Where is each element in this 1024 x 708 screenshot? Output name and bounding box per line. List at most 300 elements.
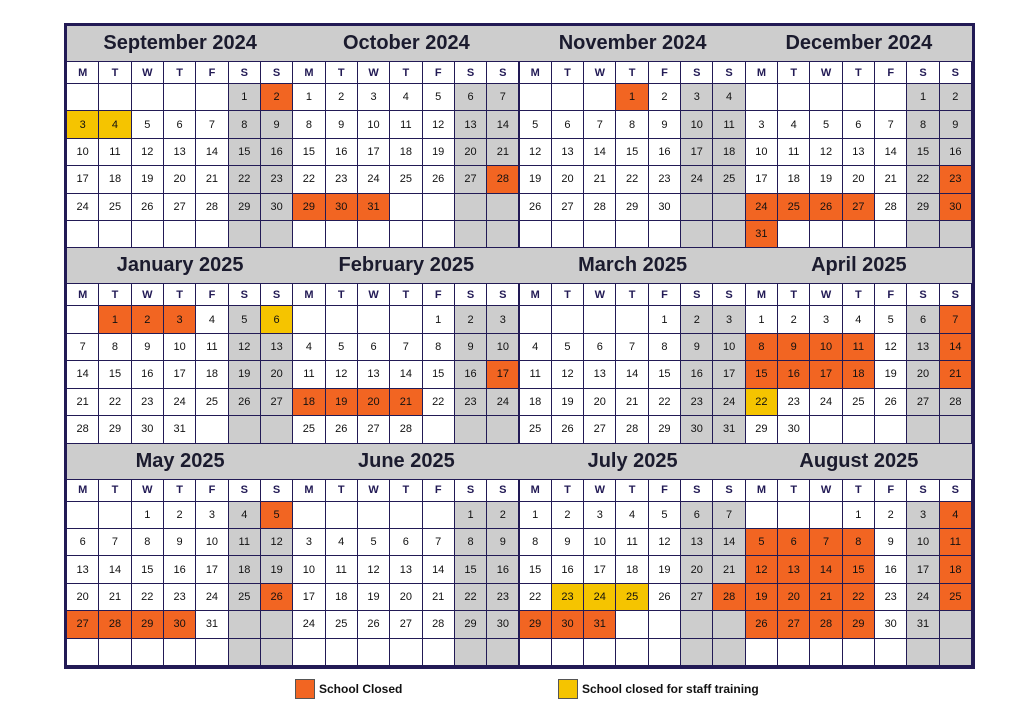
day-cell: 27 — [390, 611, 422, 638]
day-cell: 29 — [746, 416, 778, 443]
empty-cell — [455, 194, 487, 221]
day-cell: 1 — [132, 502, 164, 529]
weekday-header: S — [261, 480, 293, 502]
day-cell: 12 — [746, 556, 778, 583]
day-cell: 9 — [455, 334, 487, 361]
day-cell: 24 — [746, 194, 778, 221]
day-cell: 13 — [778, 556, 810, 583]
day-cell: 30 — [164, 611, 196, 638]
empty-cell — [229, 639, 261, 666]
empty-cell — [358, 502, 390, 529]
day-cell: 9 — [875, 529, 907, 556]
weekday-header: F — [196, 62, 228, 84]
weekday-header: M — [293, 284, 325, 306]
weekday-header: T — [778, 62, 810, 84]
empty-cell — [940, 416, 972, 443]
day-cell: 31 — [746, 221, 778, 248]
weekday-header: S — [261, 62, 293, 84]
day-cell: 20 — [455, 139, 487, 166]
day-cell: 16 — [455, 361, 487, 388]
day-cell: 25 — [99, 194, 131, 221]
empty-cell — [875, 84, 907, 111]
day-cell: 23 — [875, 584, 907, 611]
empty-cell — [746, 639, 778, 666]
empty-cell — [390, 194, 422, 221]
day-cell: 4 — [778, 111, 810, 138]
empty-cell — [940, 639, 972, 666]
day-cell: 8 — [649, 334, 681, 361]
weekday-header: T — [390, 62, 422, 84]
day-cell: 23 — [326, 166, 358, 193]
day-cell: 20 — [67, 584, 99, 611]
weekday-header: F — [875, 480, 907, 502]
day-cell: 8 — [229, 111, 261, 138]
day-cell: 30 — [875, 611, 907, 638]
weekday-header: W — [810, 62, 842, 84]
empty-cell — [326, 639, 358, 666]
day-cell: 18 — [940, 556, 972, 583]
day-cell: 27 — [67, 611, 99, 638]
month-block — [746, 26, 972, 248]
day-cell: 22 — [132, 584, 164, 611]
day-cell: 11 — [940, 529, 972, 556]
day-cell: 9 — [552, 529, 584, 556]
day-cell: 4 — [843, 306, 875, 333]
empty-cell — [164, 221, 196, 248]
day-cell: 15 — [616, 139, 648, 166]
empty-cell — [681, 611, 713, 638]
day-cell: 26 — [649, 584, 681, 611]
empty-cell — [810, 502, 842, 529]
day-cell: 28 — [940, 389, 972, 416]
day-cell: 8 — [520, 529, 552, 556]
empty-cell — [552, 639, 584, 666]
weekday-header: T — [552, 480, 584, 502]
weekday-header: T — [326, 480, 358, 502]
day-cell: 12 — [261, 529, 293, 556]
month-title: September 2024 — [67, 26, 293, 62]
day-cell: 21 — [99, 584, 131, 611]
empty-cell — [778, 502, 810, 529]
day-cell: 29 — [843, 611, 875, 638]
day-cell: 6 — [455, 84, 487, 111]
day-cell: 1 — [649, 306, 681, 333]
day-cell: 27 — [681, 584, 713, 611]
empty-cell — [584, 639, 616, 666]
day-cell: 3 — [681, 84, 713, 111]
day-cell: 17 — [907, 556, 939, 583]
empty-cell — [810, 84, 842, 111]
weekday-header: S — [487, 480, 519, 502]
day-cell: 18 — [326, 584, 358, 611]
day-cell: 9 — [132, 334, 164, 361]
day-cell: 4 — [326, 529, 358, 556]
legend-closed — [295, 678, 402, 700]
empty-cell — [616, 639, 648, 666]
day-cell: 25 — [616, 584, 648, 611]
day-cell: 11 — [196, 334, 228, 361]
day-cell: 13 — [358, 361, 390, 388]
empty-cell — [423, 194, 455, 221]
weekday-header: M — [746, 480, 778, 502]
day-cell: 18 — [196, 361, 228, 388]
day-cell: 11 — [293, 361, 325, 388]
weekday-header: T — [164, 62, 196, 84]
day-cell: 25 — [229, 584, 261, 611]
day-cell: 12 — [326, 361, 358, 388]
empty-cell — [552, 84, 584, 111]
weekday-header: T — [778, 284, 810, 306]
day-cell: 25 — [520, 416, 552, 443]
day-cell: 7 — [423, 529, 455, 556]
weekday-header: T — [552, 284, 584, 306]
day-cell: 10 — [584, 529, 616, 556]
empty-cell — [196, 221, 228, 248]
day-cell: 20 — [907, 361, 939, 388]
day-cell: 28 — [616, 416, 648, 443]
empty-cell — [713, 639, 745, 666]
empty-cell — [423, 639, 455, 666]
empty-cell — [423, 502, 455, 529]
month-block — [746, 248, 972, 443]
day-cell: 25 — [843, 389, 875, 416]
day-cell: 26 — [746, 611, 778, 638]
day-cell: 19 — [810, 166, 842, 193]
empty-cell — [293, 639, 325, 666]
empty-cell — [713, 194, 745, 221]
day-cell: 12 — [358, 556, 390, 583]
weekday-header: S — [713, 284, 745, 306]
day-cell: 27 — [552, 194, 584, 221]
month-title: October 2024 — [293, 26, 519, 62]
month-title: February 2025 — [293, 248, 519, 284]
month-block — [520, 444, 747, 666]
day-cell: 25 — [390, 166, 422, 193]
day-cell: 12 — [132, 139, 164, 166]
empty-cell — [552, 221, 584, 248]
day-cell: 5 — [326, 334, 358, 361]
empty-cell — [67, 502, 99, 529]
weekday-header: S — [940, 284, 972, 306]
weekday-header: F — [649, 284, 681, 306]
school-year-calendar — [64, 23, 975, 669]
day-cell: 10 — [196, 529, 228, 556]
empty-cell — [520, 639, 552, 666]
empty-cell — [99, 639, 131, 666]
day-cell: 10 — [358, 111, 390, 138]
empty-cell — [455, 221, 487, 248]
day-cell: 9 — [261, 111, 293, 138]
day-cell: 10 — [164, 334, 196, 361]
empty-cell — [196, 416, 228, 443]
day-cell: 6 — [778, 529, 810, 556]
empty-cell — [67, 84, 99, 111]
legend-training-label: School closed for staff training — [582, 682, 759, 696]
day-cell: 9 — [649, 111, 681, 138]
day-cell: 17 — [358, 139, 390, 166]
weekday-header: T — [616, 62, 648, 84]
day-cell: 1 — [293, 84, 325, 111]
empty-cell — [843, 84, 875, 111]
weekday-header: T — [164, 284, 196, 306]
day-cell: 9 — [681, 334, 713, 361]
month-title: June 2025 — [293, 444, 519, 480]
empty-cell — [940, 221, 972, 248]
day-cell: 19 — [132, 166, 164, 193]
day-cell: 23 — [552, 584, 584, 611]
weekday-header: S — [907, 62, 939, 84]
empty-cell — [132, 639, 164, 666]
day-cell: 17 — [584, 556, 616, 583]
day-cell: 19 — [261, 556, 293, 583]
day-cell: 19 — [649, 556, 681, 583]
day-cell: 1 — [843, 502, 875, 529]
day-cell: 14 — [616, 361, 648, 388]
month-block — [293, 248, 520, 443]
weekday-header: S — [940, 62, 972, 84]
weekday-header: T — [616, 480, 648, 502]
day-cell: 2 — [681, 306, 713, 333]
weekday-header: W — [132, 284, 164, 306]
day-cell: 6 — [552, 111, 584, 138]
day-cell: 21 — [423, 584, 455, 611]
day-cell: 4 — [616, 502, 648, 529]
day-cell: 16 — [940, 139, 972, 166]
day-cell: 21 — [875, 166, 907, 193]
day-cell: 31 — [164, 416, 196, 443]
weekday-header: S — [455, 62, 487, 84]
day-cell: 6 — [390, 529, 422, 556]
empty-cell — [358, 221, 390, 248]
day-cell: 12 — [520, 139, 552, 166]
day-cell: 31 — [196, 611, 228, 638]
day-cell: 15 — [907, 139, 939, 166]
day-cell: 19 — [746, 584, 778, 611]
day-cell: 26 — [423, 166, 455, 193]
day-cell: 1 — [616, 84, 648, 111]
empty-cell — [358, 306, 390, 333]
day-cell: 22 — [520, 584, 552, 611]
day-cell: 4 — [520, 334, 552, 361]
day-cell: 24 — [196, 584, 228, 611]
day-cell: 7 — [390, 334, 422, 361]
day-cell: 23 — [649, 166, 681, 193]
weekday-header: S — [681, 62, 713, 84]
month-title: July 2025 — [520, 444, 746, 480]
day-cell: 22 — [229, 166, 261, 193]
empty-cell — [455, 416, 487, 443]
day-cell: 8 — [746, 334, 778, 361]
day-cell: 21 — [487, 139, 519, 166]
day-cell: 25 — [713, 166, 745, 193]
day-cell: 19 — [358, 584, 390, 611]
day-cell: 1 — [423, 306, 455, 333]
day-cell: 5 — [746, 529, 778, 556]
empty-cell — [390, 306, 422, 333]
weekday-header: M — [293, 480, 325, 502]
day-cell: 11 — [616, 529, 648, 556]
empty-cell — [843, 221, 875, 248]
empty-cell — [810, 639, 842, 666]
day-cell: 14 — [584, 139, 616, 166]
empty-cell — [455, 639, 487, 666]
month-title: May 2025 — [67, 444, 293, 480]
day-cell: 30 — [132, 416, 164, 443]
day-cell: 5 — [649, 502, 681, 529]
empty-cell — [810, 221, 842, 248]
closed-swatch — [295, 679, 315, 699]
empty-cell — [390, 639, 422, 666]
day-cell: 7 — [99, 529, 131, 556]
month-block — [293, 444, 520, 666]
empty-cell — [390, 502, 422, 529]
day-cell: 13 — [552, 139, 584, 166]
day-cell: 13 — [390, 556, 422, 583]
day-cell: 20 — [261, 361, 293, 388]
day-cell: 16 — [487, 556, 519, 583]
day-cell: 2 — [778, 306, 810, 333]
day-cell: 18 — [616, 556, 648, 583]
empty-cell — [552, 306, 584, 333]
training-swatch — [558, 679, 578, 699]
day-cell: 23 — [164, 584, 196, 611]
day-cell: 6 — [843, 111, 875, 138]
weekday-header: S — [907, 284, 939, 306]
day-cell: 29 — [455, 611, 487, 638]
empty-cell — [423, 221, 455, 248]
day-cell: 27 — [358, 416, 390, 443]
weekday-header: S — [229, 480, 261, 502]
weekday-header: F — [196, 284, 228, 306]
day-cell: 18 — [713, 139, 745, 166]
day-cell: 6 — [164, 111, 196, 138]
day-cell: 24 — [681, 166, 713, 193]
day-cell: 7 — [713, 502, 745, 529]
empty-cell — [390, 221, 422, 248]
day-cell: 9 — [487, 529, 519, 556]
day-cell: 11 — [229, 529, 261, 556]
day-cell: 5 — [875, 306, 907, 333]
day-cell: 15 — [99, 361, 131, 388]
day-cell: 9 — [164, 529, 196, 556]
weekday-header: W — [132, 480, 164, 502]
day-cell: 13 — [584, 361, 616, 388]
weekday-header: W — [132, 62, 164, 84]
day-cell: 21 — [940, 361, 972, 388]
month-block — [67, 248, 294, 443]
weekday-header: S — [713, 62, 745, 84]
empty-cell — [746, 502, 778, 529]
day-cell: 21 — [196, 166, 228, 193]
empty-cell — [843, 639, 875, 666]
day-cell: 1 — [907, 84, 939, 111]
day-cell: 31 — [713, 416, 745, 443]
day-cell: 26 — [326, 416, 358, 443]
weekday-header: S — [455, 480, 487, 502]
empty-cell — [487, 221, 519, 248]
empty-cell — [229, 416, 261, 443]
weekday-header: W — [358, 284, 390, 306]
day-cell: 30 — [778, 416, 810, 443]
empty-cell — [326, 221, 358, 248]
day-cell: 16 — [552, 556, 584, 583]
day-cell: 20 — [681, 556, 713, 583]
day-cell: 14 — [487, 111, 519, 138]
empty-cell — [196, 639, 228, 666]
day-cell: 30 — [326, 194, 358, 221]
month-title: August 2025 — [746, 444, 972, 480]
weekday-header: M — [67, 62, 99, 84]
day-cell: 15 — [746, 361, 778, 388]
day-cell: 26 — [261, 584, 293, 611]
day-cell: 6 — [358, 334, 390, 361]
day-cell: 21 — [390, 389, 422, 416]
day-cell: 10 — [746, 139, 778, 166]
day-cell: 4 — [713, 84, 745, 111]
day-cell: 13 — [843, 139, 875, 166]
weekday-header: T — [390, 480, 422, 502]
day-cell: 3 — [810, 306, 842, 333]
day-cell: 5 — [358, 529, 390, 556]
empty-cell — [584, 84, 616, 111]
day-cell: 8 — [843, 529, 875, 556]
empty-cell — [67, 306, 99, 333]
day-cell: 2 — [455, 306, 487, 333]
empty-cell — [649, 221, 681, 248]
day-cell: 6 — [681, 502, 713, 529]
day-cell: 14 — [196, 139, 228, 166]
day-cell: 18 — [229, 556, 261, 583]
empty-cell — [681, 221, 713, 248]
day-cell: 26 — [875, 389, 907, 416]
day-cell: 21 — [584, 166, 616, 193]
day-cell: 4 — [196, 306, 228, 333]
empty-cell — [358, 639, 390, 666]
empty-cell — [520, 221, 552, 248]
day-cell: 27 — [843, 194, 875, 221]
day-cell: 12 — [875, 334, 907, 361]
empty-cell — [616, 306, 648, 333]
empty-cell — [487, 194, 519, 221]
day-cell: 29 — [229, 194, 261, 221]
day-cell: 7 — [67, 334, 99, 361]
day-cell: 4 — [390, 84, 422, 111]
day-cell: 23 — [681, 389, 713, 416]
day-cell: 2 — [261, 84, 293, 111]
day-cell: 25 — [326, 611, 358, 638]
day-cell: 5 — [423, 84, 455, 111]
weekday-header: F — [875, 284, 907, 306]
day-cell: 15 — [293, 139, 325, 166]
day-cell: 16 — [875, 556, 907, 583]
weekday-header: W — [358, 62, 390, 84]
day-cell: 12 — [552, 361, 584, 388]
day-cell: 5 — [229, 306, 261, 333]
day-cell: 26 — [520, 194, 552, 221]
day-cell: 24 — [164, 389, 196, 416]
day-cell: 3 — [67, 111, 99, 138]
empty-cell — [67, 639, 99, 666]
day-cell: 6 — [67, 529, 99, 556]
legend-closed-label: School Closed — [319, 682, 403, 696]
day-cell: 17 — [196, 556, 228, 583]
day-cell: 8 — [907, 111, 939, 138]
day-cell: 11 — [390, 111, 422, 138]
weekday-header: W — [358, 480, 390, 502]
weekday-header: T — [99, 284, 131, 306]
day-cell: 3 — [584, 502, 616, 529]
empty-cell — [778, 221, 810, 248]
